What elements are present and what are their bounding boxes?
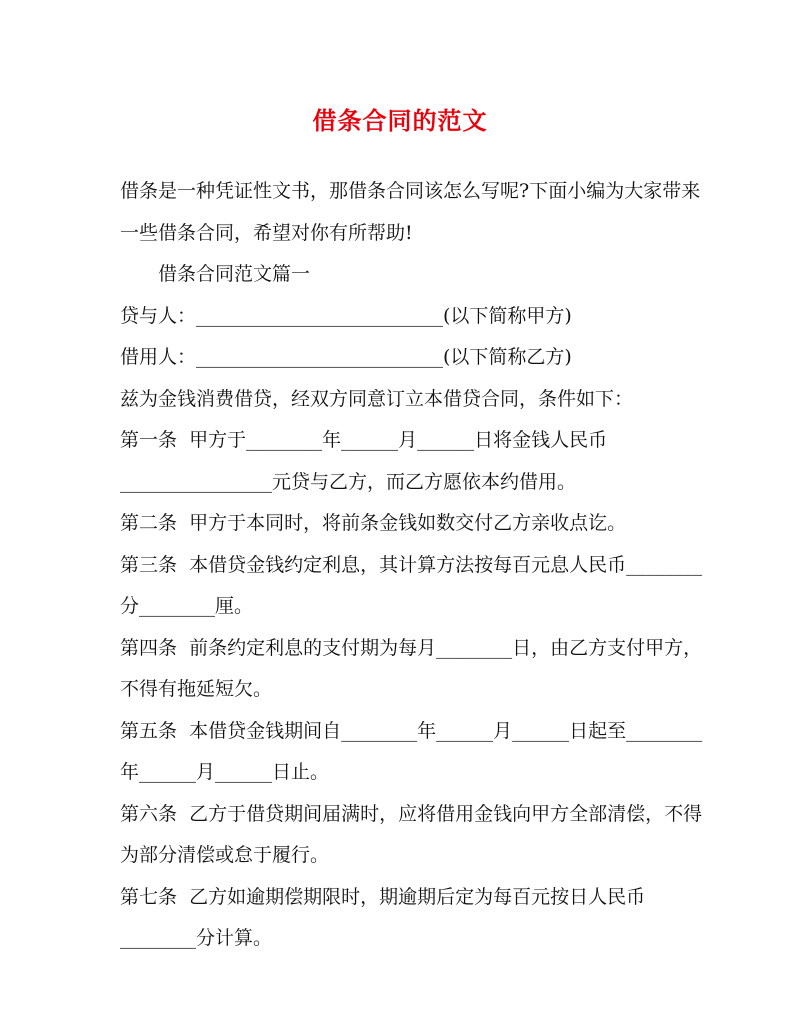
section-heading: 借条合同范文篇一	[158, 263, 311, 285]
article-7-line: 第七条 乙方如逾期偿期限时，期逾期后定为每百元按日人民币	[120, 885, 646, 908]
article-3-line: 第三条 本借贷金钱约定利息，其计算方法按每百元息人民币________	[120, 553, 703, 576]
article-4-line: 不得有拖延短欠。	[120, 678, 273, 700]
article-2-line: 第二条 甲方于本同时，将前条金钱如数交付乙方亲收点讫。	[120, 512, 627, 534]
borrower-line: 借用人：__________________________(以下简称乙方)	[120, 346, 572, 368]
paragraph-line: 兹为金钱消费借贷，经双方同意订立本借贷合同，条件如下：	[120, 387, 634, 410]
article-7-line: ________分计算。	[120, 927, 273, 949]
document-body	[120, 171, 703, 960]
article-6-line: 第六条 乙方于借贷期间届满时，应将借用金钱向甲方全部清偿，不得	[120, 802, 703, 825]
article-6-line: 为部分清偿或怠于履行。	[120, 844, 330, 866]
article-1-line: ________________元贷与乙方，而乙方愿依本约借用。	[120, 470, 577, 493]
lender-line: 贷与人：__________________________(以下简称甲方)	[120, 304, 572, 327]
article-3-line: 分________厘。	[120, 595, 254, 617]
paragraph-line: 一些借条合同，希望对你有所帮助!	[120, 221, 413, 244]
article-4-line: 第四条 前条约定利息的支付期为每月________日，由乙方支付甲方，	[120, 636, 703, 659]
document-title: 借条合同的范文	[312, 106, 488, 135]
article-5-line: 年______月______日止。	[120, 761, 330, 783]
paragraph-line: 借条是一种凭证性文书，那借条合同该怎么写呢?下面小编为大家带来	[120, 180, 701, 202]
article-1-line: 第一条 甲方于________年______月______日将金钱人民币	[120, 429, 608, 451]
article-5-line: 第五条 本借贷金钱期间自________年______月______日起至________	[120, 719, 703, 742]
